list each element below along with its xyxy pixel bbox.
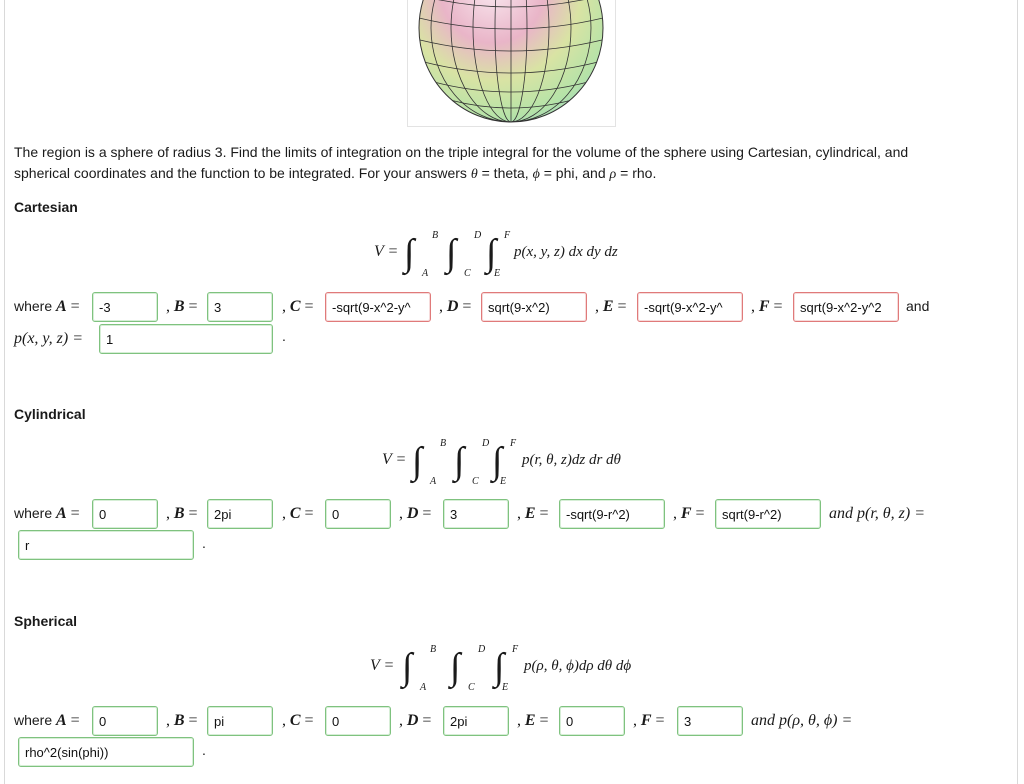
cylindrical-A-input[interactable] [92,499,158,529]
rho-eq-text: = rho. [616,165,657,181]
cylindrical-B-input[interactable] [207,499,273,529]
var-C: C [289,712,301,729]
var-A: A [56,712,67,729]
spherical-C-input[interactable] [325,706,391,736]
cyl-func-label [829,503,925,524]
equals: = [539,505,549,522]
integral-sign-middle: ∫ [454,440,465,482]
sph-D-label [399,710,431,731]
spherical-title: Spherical [14,613,78,629]
limit-F: F [504,230,511,241]
cartesian-F-input[interactable] [793,292,899,322]
limit-B: B [440,438,447,449]
cart-F-label [751,296,782,317]
cartesian-D-input[interactable] [481,292,587,322]
var-D: D [406,505,419,522]
cyl-E-label [517,503,548,524]
limit-C: C [464,268,471,279]
limit-E: E [494,268,501,279]
cart-B-label [166,296,197,317]
equals: = [422,505,432,522]
limit-E: E [500,476,507,487]
cartesian-integral [374,228,674,288]
cylindrical-integrand: p(r, θ, z)dz dr dθ [522,452,621,468]
var-D: D [446,298,459,315]
sph-where-A-label [14,710,80,731]
cart-and-text: and [906,298,930,314]
where-text: where [14,712,53,728]
comma: , [517,712,521,729]
cylindrical-E-input[interactable] [559,499,665,529]
var-D: D [406,712,419,729]
cyl-F-label [673,503,704,524]
volume-label: V = [382,451,407,468]
spherical-p-input[interactable] [18,737,194,767]
equals: = [304,712,314,729]
limit-D: D [474,230,482,241]
problem-text-line1: The region is a sphere of radius 3. Find the limits of integration on the triple integral for the volume of the sphere using Cartesian, cylindrical, and [14,144,909,160]
var-E: E [602,298,614,315]
cartesian-E-input[interactable] [637,292,743,322]
cylindrical-D-input[interactable] [443,499,509,529]
cartesian-integrand: p(x, y, z) dx dy dz [514,244,618,260]
comma: , [595,298,599,315]
cartesian-B-input[interactable] [207,292,273,322]
var-F: F [758,298,770,315]
equals: = [617,298,627,315]
volume-label: V = [374,243,399,260]
cyl-C-label [282,503,313,524]
integral-sign-outer: ∫ [412,440,423,482]
integral-sign-middle: ∫ [450,646,461,688]
volume-label: V = [370,657,395,674]
var-A: A [56,298,67,315]
var-E: E [524,712,536,729]
cart-func-label [14,328,83,349]
var-F: F [640,712,652,729]
equals: = [188,712,198,729]
phi-eq-text: = phi, and [539,165,610,181]
equals: = [70,298,80,315]
sph-B-label [166,710,197,731]
where-text: where [14,505,53,521]
equals: = [304,505,314,522]
limit-F: F [510,438,517,449]
sph-C-label [282,710,313,731]
equals: = [70,505,80,522]
comma: , [166,712,170,729]
var-C: C [289,505,301,522]
equals: = [304,298,314,315]
cylindrical-p-input[interactable] [18,530,194,560]
limit-A: A [430,476,437,487]
cart-period: . [282,328,286,344]
comma: , [399,505,403,522]
spherical-integrand: p(ρ, θ, ϕ)dρ dθ dϕ [524,658,632,674]
var-B: B [173,505,185,522]
limit-C: C [468,682,475,693]
integral-sign-inner: ∫ [492,440,503,482]
var-E: E [524,505,536,522]
rho-symbol: ρ [609,167,617,182]
var-C: C [289,298,301,315]
var-F: F [680,505,692,522]
limit-B: B [430,644,437,655]
comma: , [673,505,677,522]
limit-E: E [502,682,509,693]
cartesian-A-input[interactable] [92,292,158,322]
integral-sign-inner: ∫ [486,232,497,274]
spherical-F-input[interactable] [677,706,743,736]
sph-period: . [202,742,206,758]
cyl-func-expr: and p(r, θ, z) = [829,505,925,522]
comma: , [282,712,286,729]
var-B: B [173,298,185,315]
comma: , [517,505,521,522]
cart-E-label [595,296,626,317]
spherical-B-input[interactable] [207,706,273,736]
sph-func-label [751,710,852,731]
comma: , [282,505,286,522]
limit-D: D [478,644,486,655]
comma: , [166,298,170,315]
cart-C-label [282,296,313,317]
sph-F-label [633,710,664,731]
phi-symbol: ϕ [532,167,540,182]
comma: , [282,298,286,315]
spherical-E-input[interactable] [559,706,625,736]
equals: = [462,298,472,315]
limit-D: D [482,438,490,449]
equals: = [773,298,783,315]
spherical-integral [370,642,680,702]
cartesian-p-input[interactable] [99,324,273,354]
equals: = [655,712,665,729]
cyl-where-A-label [14,503,80,524]
integral-sign-inner: ∫ [494,646,505,688]
theta-eq-text: = theta, [477,165,533,181]
limit-A: A [420,682,427,693]
problem-text-line2: spherical coordinates and the function to be integrated. For your answers [14,165,471,181]
var-B: B [173,712,185,729]
cyl-B-label [166,503,197,524]
comma: , [751,298,755,315]
integral-sign-outer: ∫ [402,646,413,688]
equals: = [695,505,705,522]
comma: , [439,298,443,315]
cart-func-expr: p(x, y, z) = [14,330,83,347]
cartesian-C-input[interactable] [325,292,431,322]
limit-C: C [472,476,479,487]
equals: = [70,712,80,729]
cylindrical-C-input[interactable] [325,499,391,529]
comma: , [633,712,637,729]
spherical-D-input[interactable] [443,706,509,736]
equals: = [188,505,198,522]
cart-D-label [439,296,471,317]
cartesian-title: Cartesian [14,199,78,215]
sph-E-label [517,710,548,731]
cylindrical-title: Cylindrical [14,406,86,422]
where-text: where [14,298,53,314]
equals: = [422,712,432,729]
cart-where-A-label [14,296,80,317]
limit-B: B [432,230,439,241]
cylindrical-integral [382,436,682,496]
problem-statement [14,142,974,185]
sphere-image [407,0,616,127]
var-A: A [56,505,67,522]
comma: , [399,712,403,729]
comma: , [166,505,170,522]
sph-func-expr: and p(ρ, θ, ϕ) = [751,712,853,729]
integral-sign-middle: ∫ [446,232,457,274]
theta-symbol: θ [470,167,478,182]
cyl-period: . [202,535,206,551]
limit-A: A [422,268,429,279]
cylindrical-F-input[interactable] [715,499,821,529]
equals: = [188,298,198,315]
limit-F: F [512,644,519,655]
equals: = [539,712,549,729]
cyl-D-label [399,503,431,524]
sphere-graphic [408,0,615,126]
integral-sign-outer: ∫ [404,232,415,274]
spherical-A-input[interactable] [92,706,158,736]
